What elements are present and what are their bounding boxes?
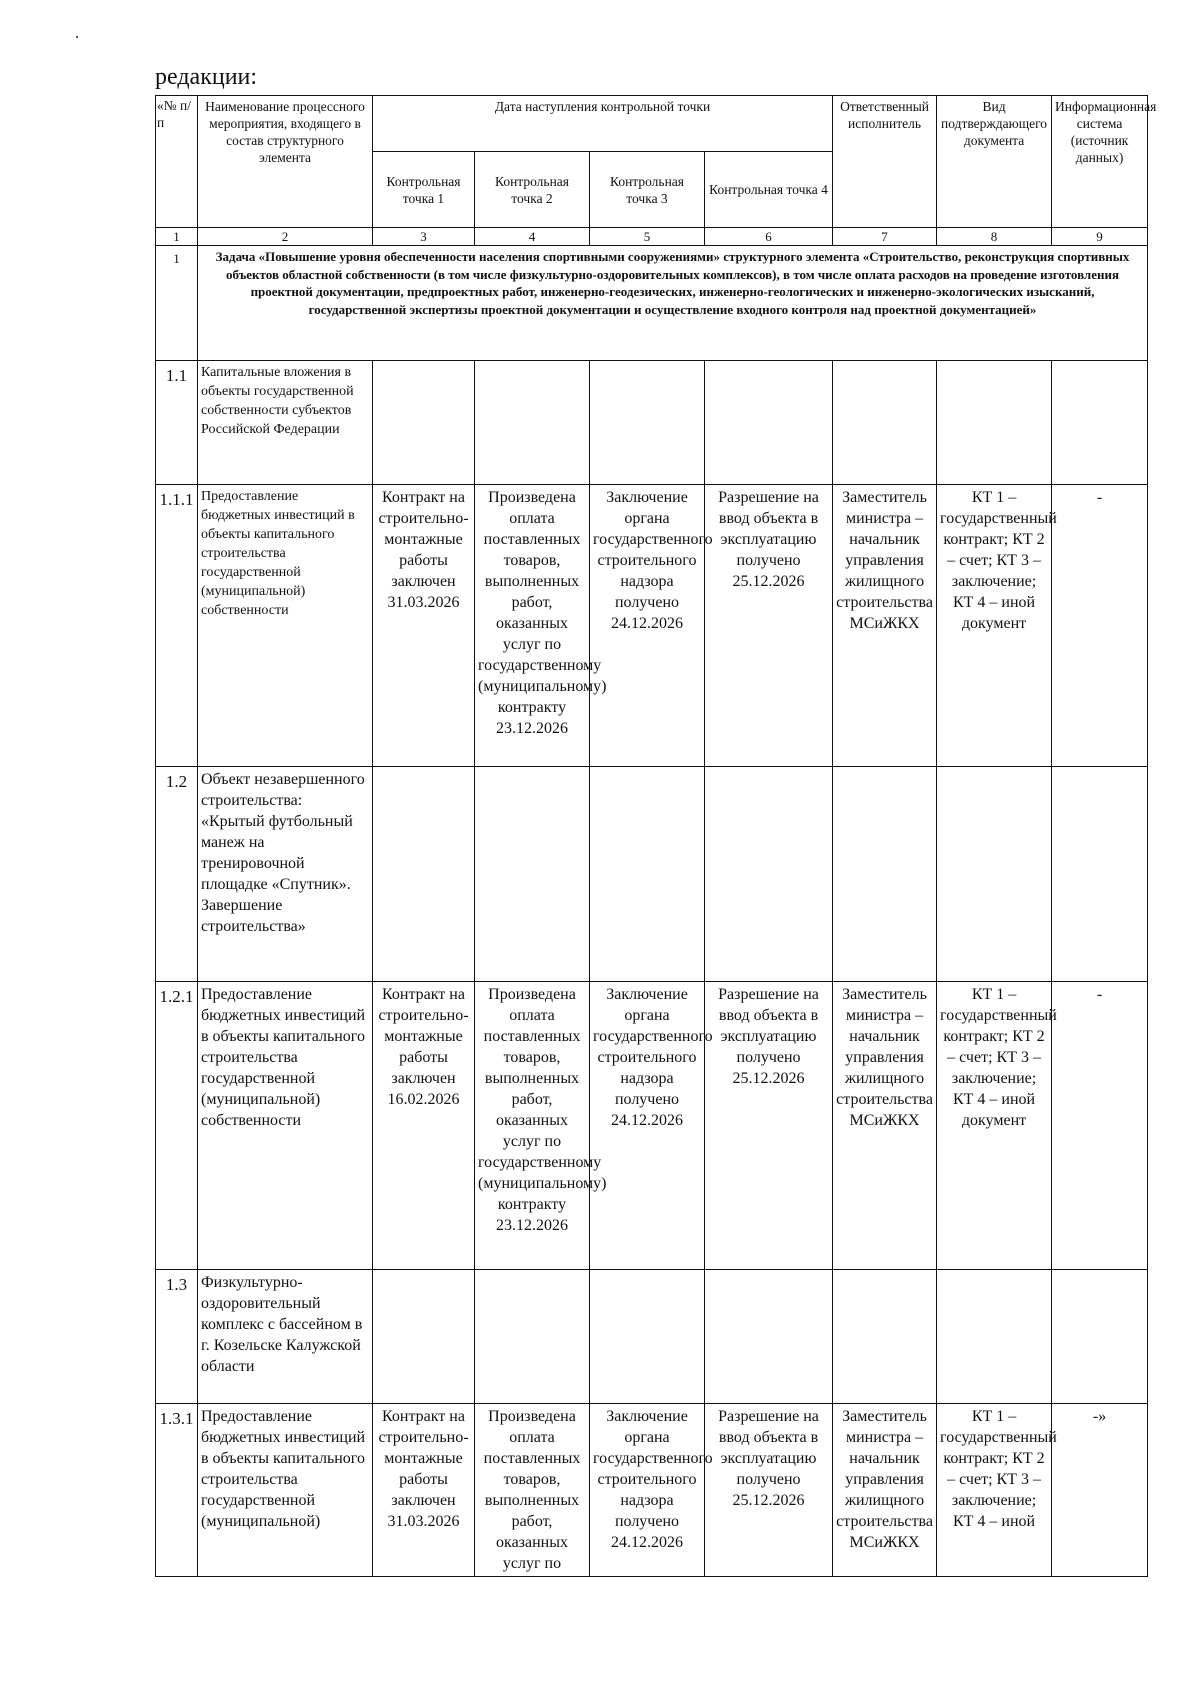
header-num: «№ п/п [156,96,198,228]
row-num: 1.1.1 [156,485,198,767]
row-num: 1.3.1 [156,1404,198,1577]
row-cp3: Заключение органа государственного строительного надзора получено 24.12.2026 [590,485,705,767]
row-cp4: Разрешение на ввод объекта в эксплуатацию получено 25.12.2026 [705,982,833,1270]
table-row [156,1270,1148,1404]
row-cp4: Разрешение на ввод объекта в эксплуатацию получено 25.12.2026 [705,1404,833,1577]
row-name: Предоставление бюджетных инвестиций в объекты капитального строительства государственной (муниципальной) [198,1404,373,1577]
row-cp2: Произведена оплата поставленных товаров, выполненных работ, оказанных услуг по государственному (муниципальному) контракту 23.12.2026 [475,982,590,1270]
row-name: Физкультурно-оздоровительный комплекс с бассейном в г. Козельске Калужской области [198,1270,373,1404]
col-number: 8 [937,228,1052,246]
control-points-table [155,95,1157,1577]
row-num: 1.3 [156,1270,198,1404]
row-cp3: Заключение органа государственного строительного надзора получено 24.12.2026 [590,982,705,1270]
table-row [156,767,1148,982]
col-number: 6 [705,228,833,246]
row-info-system: - [1052,485,1148,767]
col-number: 3 [373,228,475,246]
header-cp4: Контрольная точка 4 [705,152,833,228]
table-row [156,1404,1148,1577]
row-cp1: Контракт на строительно-монтажные работы заключен 16.02.2026 [373,982,475,1270]
col-number: 4 [475,228,590,246]
header-date: Дата наступления контрольной точки [373,96,833,152]
row-responsible: Заместитель министра – начальник управления жилищного строительства МСиЖКХ [833,982,937,1270]
row-num: 1.1 [156,361,198,485]
task-num: 1 [156,246,198,361]
row-info-system: - [1052,982,1148,1270]
row-responsible: Заместитель министра – начальник управления жилищного строительства МСиЖКХ [833,1404,937,1577]
task-description: Задача «Повышение уровня обеспеченности населения спортивными сооружениями» структурного элемента «Строительство, реконструкция спортивных объектов областной собственности (в том числе физкультурно-оздоровительных комплексов), в том числе оплата расходов на проведение изготовления проектной документации, предпроектных работ, инженерно-геодезических, инженерно-геологических и инженерно-экологических изысканий, государственной экспертизы проектной документации и осуществление входного контроля над проектной документацией» [198,246,1148,361]
row-document: КТ 1 – государственный контракт; КТ 2 – счет; КТ 3 – заключение; КТ 4 – иной [937,1404,1052,1577]
row-responsible: Заместитель министра – начальник управления жилищного строительства МСиЖКХ [833,485,937,767]
row-name: Предоставление бюджетных инвестиций в объекты капитального строительства государственной (муниципальной) собственности [198,982,373,1270]
row-info-system: -» [1052,1404,1148,1577]
table-row [156,485,1148,767]
col-number: 2 [198,228,373,246]
row-cp3: Заключение органа государственного строительного надзора получено 24.12.2026 [590,1404,705,1577]
col-number: 9 [1052,228,1148,246]
scan-speck [76,36,78,38]
row-cp1: Контракт на строительно-монтажные работы заключен 31.03.2026 [373,485,475,767]
header-cp1: Контрольная точка 1 [373,152,475,228]
row-cp1: Контракт на строительно-монтажные работы заключен 31.03.2026 [373,1404,475,1577]
page-heading: редакции: [155,64,258,90]
row-name: Предоставление бюджетных инвестиций в объекты капитального строительства государственной (муниципальной) собственности [198,485,373,767]
row-cp4: Разрешение на ввод объекта в эксплуатацию получено 25.12.2026 [705,485,833,767]
table-row [156,361,1148,485]
row-cp2: Произведена оплата поставленных товаров, выполненных работ, оказанных услуг по государственному (муниципальному) контракту 23.12.2026 [475,485,590,767]
row-num: 1.2.1 [156,982,198,1270]
row-num: 1.2 [156,767,198,982]
table-row [156,982,1148,1270]
header-cp2: Контрольная точка 2 [475,152,590,228]
col-number: 5 [590,228,705,246]
col-number: 7 [833,228,937,246]
row-document: КТ 1 – государственный контракт; КТ 2 – счет; КТ 3 – заключение; КТ 4 – иной документ [937,982,1052,1270]
header-cp3: Контрольная точка 3 [590,152,705,228]
header-name: Наименование процессного мероприятия, входящего в состав структурного элемента [198,96,373,228]
header-responsible: Ответственный исполнитель [833,96,937,228]
row-name: Капитальные вложения в объекты государственной собственности субъектов Российской Федерации [198,361,373,485]
col-number: 1 [156,228,198,246]
row-cp2: Произведена оплата поставленных товаров, выполненных работ, оказанных услуг по [475,1404,590,1577]
row-document: КТ 1 – государственный контракт; КТ 2 – счет; КТ 3 – заключение; КТ 4 – иной документ [937,485,1052,767]
header-info-system: Информационная система (источник данных) [1052,96,1148,228]
row-name: Объект незавершенного строительства: «Крытый футбольный манеж на тренировочной площадке «Спутник». Завершение строительства» [198,767,373,982]
header-document: Вид подтверждающего документа [937,96,1052,228]
